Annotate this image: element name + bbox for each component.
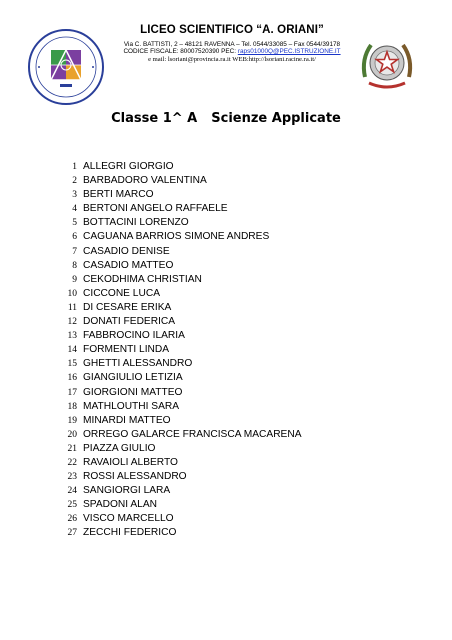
list-item xyxy=(58,287,302,301)
student-number: 21 xyxy=(67,443,77,454)
student-name: FABBROCINO ILARIA xyxy=(83,330,185,342)
list-item xyxy=(58,216,302,230)
list-item xyxy=(58,315,302,329)
student-number: 15 xyxy=(67,359,77,370)
list-item xyxy=(58,498,302,512)
student-number: 24 xyxy=(67,486,77,497)
student-number: 1 xyxy=(72,162,77,172)
list-item xyxy=(58,245,302,259)
student-number: 13 xyxy=(67,331,77,342)
list-item xyxy=(58,174,302,188)
list-item xyxy=(58,259,302,273)
student-name: DI CESARE ERIKA xyxy=(83,301,172,313)
list-item xyxy=(58,526,302,540)
student-name: GIORGIONI MATTEO xyxy=(83,386,183,398)
list-item xyxy=(58,386,302,400)
student-name: GIANGIULIO LETIZIA xyxy=(83,372,183,384)
list-item xyxy=(58,442,302,456)
student-name: CICCONE LUCA xyxy=(83,287,160,299)
student-number: 2 xyxy=(72,176,77,187)
list-item xyxy=(58,273,302,287)
contacts-line: e mail: lsoriani@provincia.ra.it WEB:http://lsoriani.racine.ra.it/ xyxy=(148,56,316,64)
list-item xyxy=(58,301,302,315)
student-name: DONATI FEDERICA xyxy=(83,316,176,328)
student-name: VISCO MARCELLO xyxy=(83,513,174,525)
student-name: ROSSI ALESSANDRO xyxy=(83,471,187,483)
school-address: Via C. BATTISTI, 2 – 48121 RAVENNA – Tel. 0544/33085 – Fax 0544/39178 xyxy=(123,40,341,48)
student-name: BOTTACINI LORENZO xyxy=(83,217,189,229)
course-name: Scienze Applicate xyxy=(211,111,341,126)
school-logo xyxy=(27,28,105,106)
student-number: 25 xyxy=(67,500,77,511)
list-item xyxy=(58,414,302,428)
student-number: 8 xyxy=(72,260,77,271)
student-number: 11 xyxy=(67,302,77,313)
list-item xyxy=(58,371,302,385)
student-number: 9 xyxy=(72,274,77,285)
list-item xyxy=(58,160,302,174)
student-number: 14 xyxy=(67,345,77,356)
student-name: RAVAIOLI ALBERTO xyxy=(83,456,178,468)
student-number: 27 xyxy=(67,528,77,539)
student-number: 19 xyxy=(67,415,77,426)
list-item xyxy=(58,202,302,216)
student-number: 20 xyxy=(67,429,77,440)
list-item xyxy=(58,329,302,343)
student-name: PIAZZA GIULIO xyxy=(83,442,156,454)
list-item xyxy=(58,188,302,202)
student-name: MINARDI MATTEO xyxy=(83,414,171,426)
student-name: GHETTI ALESSANDRO xyxy=(83,358,193,370)
list-item xyxy=(58,470,302,484)
list-item xyxy=(58,400,302,414)
school-name: LICEO SCIENTIFICO “A. ORIANI” xyxy=(140,24,324,36)
list-item xyxy=(58,484,302,498)
student-number: 10 xyxy=(67,288,77,299)
list-item xyxy=(58,230,302,244)
student-number: 5 xyxy=(72,218,77,229)
student-name: CASADIO DENISE xyxy=(83,245,170,257)
letterhead xyxy=(113,24,351,64)
student-name: SANGIORGI LARA xyxy=(83,485,171,497)
student-number: 12 xyxy=(67,317,77,328)
class-title xyxy=(0,111,452,126)
student-number: 17 xyxy=(67,387,77,398)
student-number: 18 xyxy=(67,401,77,412)
fiscal-pec-line xyxy=(113,48,351,56)
student-name: ORREGO GALARCE FRANCISCA MACARENA xyxy=(83,428,302,440)
student-number: 3 xyxy=(72,190,77,201)
student-number: 6 xyxy=(72,232,77,243)
student-name: BARBADORO VALENTINA xyxy=(83,175,207,187)
student-name: BERTONI ANGELO RAFFAELE xyxy=(83,203,228,215)
student-name: SPADONI ALAN xyxy=(83,499,157,511)
student-number: 16 xyxy=(67,373,77,384)
student-number: 22 xyxy=(67,457,77,468)
class-name: Classe 1^ A xyxy=(111,111,198,126)
italian-republic-emblem xyxy=(357,33,417,93)
list-item xyxy=(58,357,302,371)
student-number: 23 xyxy=(67,472,77,483)
student-name: CEKODHIMA CHRISTIAN xyxy=(83,273,202,285)
student-name: CASADIO MATTEO xyxy=(83,259,174,271)
student-list xyxy=(58,160,302,541)
list-item xyxy=(58,512,302,526)
student-number: 7 xyxy=(72,246,77,257)
student-number: 26 xyxy=(67,514,77,525)
student-name: CAGUANA BARRIOS SIMONE ANDRES xyxy=(83,231,270,243)
student-number: 4 xyxy=(72,204,77,215)
pec-link[interactable]: raps01000Q@PEC.ISTRUZIONE.IT xyxy=(237,48,341,56)
fiscal-code: CODICE FISCALE: 80007520390 PEC: xyxy=(123,48,238,56)
list-item xyxy=(58,428,302,442)
student-name: BERTI MARCO xyxy=(83,189,154,201)
list-item xyxy=(58,343,302,357)
list-item xyxy=(58,456,302,470)
student-name: FORMENTI LINDA xyxy=(83,344,170,356)
student-name: MATHLOUTHI SARA xyxy=(83,400,180,412)
student-name: ZECCHI FEDERICO xyxy=(83,527,177,539)
student-name: ALLEGRI GIORGIO xyxy=(83,161,174,172)
